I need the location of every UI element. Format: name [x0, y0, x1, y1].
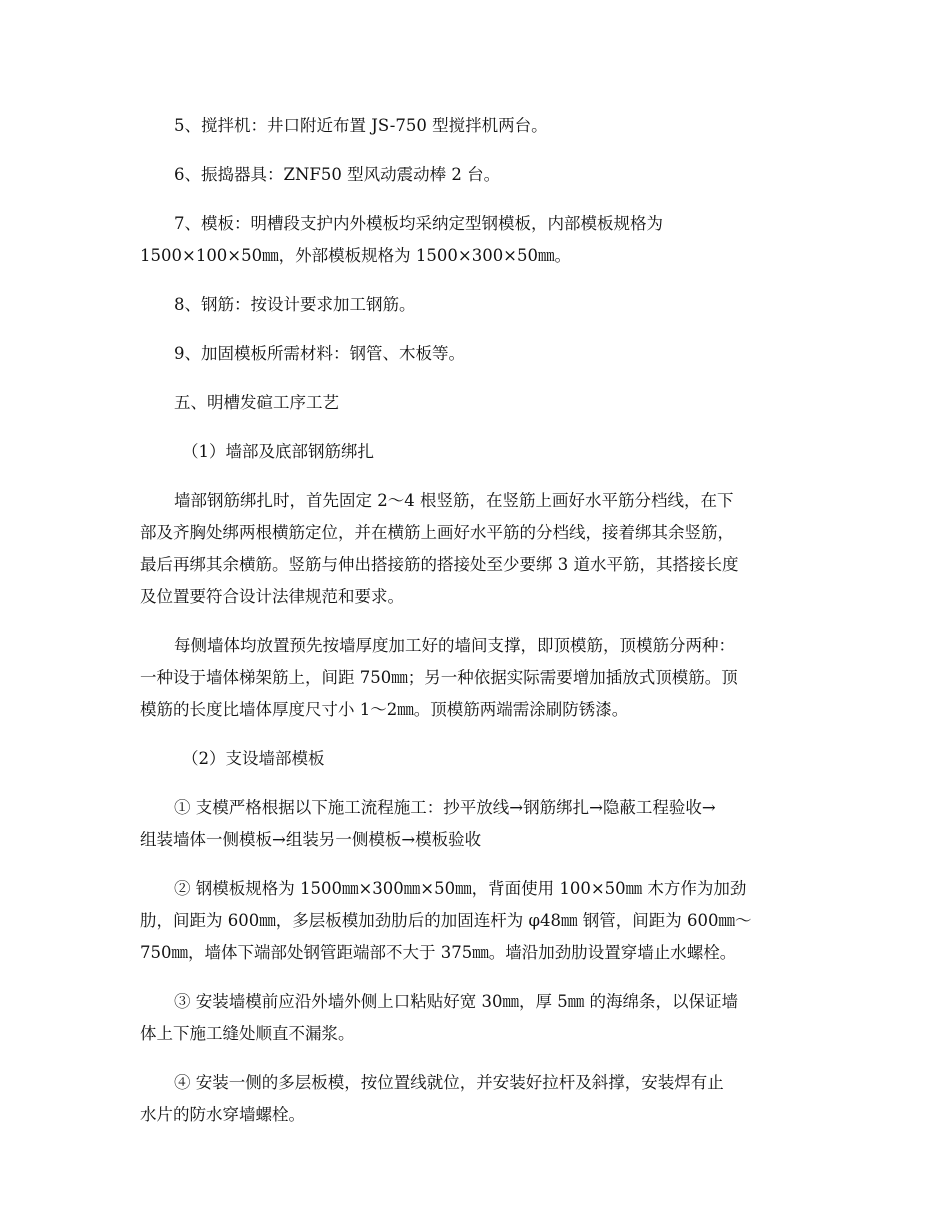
text-line: 组装墙体一侧模板→组装另一侧模板→模板验收: [140, 830, 482, 849]
text-line: （2）支设墙部模板: [182, 749, 325, 768]
paragraph-item-9: [140, 338, 810, 370]
text-line: 5、搅拌机：井口附近布置 JS-750 型搅拌机两台。: [174, 116, 548, 135]
paragraph-item-8: [140, 289, 810, 321]
document-page: [140, 110, 810, 1148]
text-line: 9、加固模板所需材料：钢管、木板等。: [174, 344, 465, 363]
paragraph-step-3: [140, 986, 810, 1050]
text-line: 五、明槽发碹工序工艺: [174, 393, 339, 412]
text-line: 750㎜，墙体下端部处钢管距端部不大于 375㎜。墙沿加劲肋设置穿墙止水螺栓。: [140, 943, 737, 962]
paragraph-step-4: [140, 1067, 810, 1131]
text-line: 体上下施工缝处顺直不漏浆。: [140, 1024, 355, 1043]
text-line: 每侧墙体均放置预先按墙厚度加工好的墙间支撑，即顶模筋，顶模筋分两种：: [174, 636, 735, 655]
paragraph-sub-2: [140, 743, 810, 775]
text-line: 7、模板：明槽段支护内外模板均采纳定型钢模板，内部模板规格为: [174, 214, 663, 233]
text-line: ① 支模严格根据以下施工流程施工：抄平放线→钢筋绑扎→隐蔽工程验收→: [174, 798, 716, 817]
paragraph-step-2: [140, 873, 810, 969]
paragraph-sub-1: [140, 436, 810, 468]
text-line: ④ 安装一侧的多层板模，按位置线就位，并安装好拉杆及斜撑，安装焊有止: [174, 1073, 724, 1092]
text-line: 肋，间距为 600㎜，多层板模加劲肋后的加固连杆为 φ48㎜ 钢管，间距为 600㎜～: [140, 911, 752, 930]
paragraph-item-6: [140, 159, 810, 191]
text-line: 一种设于墙体梯架筋上，间距 750㎜；另一种依据实际需要增加插放式顶模筋。顶: [140, 668, 738, 687]
text-line: （1）墙部及底部钢筋绑扎: [182, 442, 374, 461]
paragraph-rebar-para-2: [140, 630, 810, 726]
paragraph-section-5: [140, 387, 810, 419]
paragraph-rebar-para-1: [140, 485, 810, 613]
paragraph-step-1: [140, 792, 810, 856]
text-line: 6、振捣器具：ZNF50 型风动震动棒 2 台。: [174, 165, 501, 184]
paragraph-item-7: [140, 208, 810, 272]
text-line: 部及齐胸处绑两根横筋定位，并在横筋上画好水平筋的分档线，接着绑其余竖筋，: [140, 523, 734, 542]
text-line: 8、钢筋：按设计要求加工钢筋。: [174, 295, 416, 314]
text-line: 最后再绑其余横筋。竖筋与伸出搭接筋的搭接处至少要绑 3 道水平筋，其搭接长度: [140, 555, 739, 574]
text-line: 墙部钢筋绑扎时，首先固定 2～4 根竖筋，在竖筋上画好水平筋分档线，在下: [174, 491, 734, 510]
text-line: ② 钢模板规格为 1500㎜×300㎜×50㎜，背面使用 100×50㎜ 木方作为加劲: [174, 879, 747, 898]
text-line: 水片的防水穿墙螺栓。: [140, 1105, 305, 1124]
text-line: 模筋的长度比墙体厚度尺寸小 1～2㎜。顶模筋两端需涂刷防锈漆。: [140, 700, 629, 719]
text-line: ③ 安装墙模前应沿外墙外侧上口粘贴好宽 30㎜，厚 5㎜ 的海绵条，以保证墙: [174, 992, 738, 1011]
text-line: 及位置要符合设计法律规范和要求。: [140, 587, 404, 606]
text-line: 1500×100×50㎜，外部模板规格为 1500×300×50㎜。: [140, 246, 572, 265]
paragraph-item-5: [140, 110, 810, 142]
